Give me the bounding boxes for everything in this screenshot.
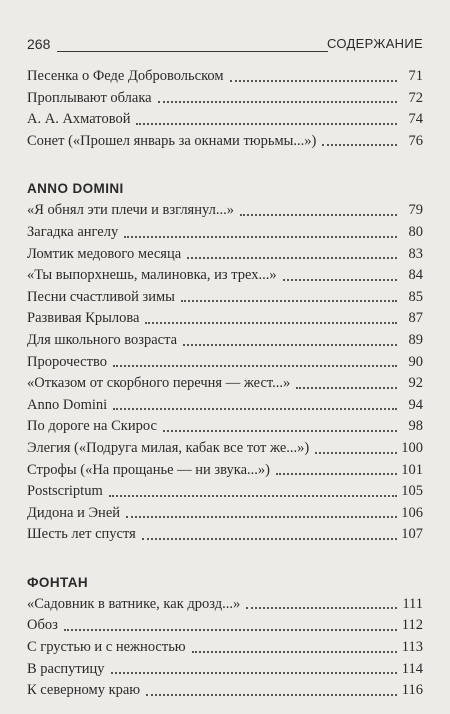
dot-leader [192,651,397,653]
entry-page-number: 111 [402,595,423,612]
toc-entry [27,460,423,482]
entry-title: Строфы («На прощанье — ни звука...») [27,461,270,478]
running-title: СОДЕРЖАНИЕ [326,36,423,51]
entry-title: Песенка о Феде Добровольском [27,68,224,84]
dot-leader [126,516,397,518]
toc-entry [27,680,423,702]
toc-entry [27,330,423,352]
dot-leader [240,214,397,216]
dot-leader [230,80,397,82]
entry-page-number: 106 [401,504,423,521]
toc-entry [27,395,423,417]
entry-page-number: 80 [408,223,423,240]
entry-title: «Отказом от скорбного перечня — жест...» [27,375,291,392]
entry-page-number: 114 [401,660,423,677]
entry-title: Загадка ангелу [27,223,119,240]
dot-leader [296,387,397,389]
dot-leader [145,322,397,324]
entry-page-number: 107 [401,526,423,543]
header-rule [57,51,328,52]
dot-leader [246,607,397,609]
dot-leader [183,344,397,346]
entry-page-number: 87 [408,310,423,327]
entry-title: Шесть лет спустя [27,526,136,543]
entry-title: «Садовник в ватнике, как дрозд...» [27,595,241,612]
toc-entry [27,594,423,616]
toc-entry [27,308,423,330]
dot-leader [113,365,397,367]
dot-leader [181,300,397,302]
entry-title: Проплывают облака [27,89,152,106]
running-header [27,36,423,56]
toc-entry [27,481,423,503]
entry-title: Развивая Крылова [27,310,140,327]
entry-page-number: 72 [408,89,423,106]
entry-page-number: 105 [401,483,423,500]
dot-leader [163,430,397,432]
entry-page-number: 113 [401,639,423,656]
entry-page-number: 79 [408,202,423,219]
entry-title: Пророчество [27,353,107,370]
toc-entry [27,287,423,309]
toc-entry [27,352,423,374]
entry-title: Дидона и Эней [27,504,121,521]
toc-entry [27,244,423,266]
entry-page-number: 112 [401,617,423,634]
entry-title: По дороге на Скирос [27,418,157,435]
dot-leader [64,629,397,631]
toc-entry [27,131,423,153]
entry-page-number: 85 [408,288,423,305]
toc-entry [27,222,423,244]
dot-leader [142,538,397,540]
dot-leader [322,144,397,146]
entry-title: Ломтик медового месяца [27,245,182,262]
dot-leader [109,495,397,497]
toc-entry [27,438,423,460]
entry-title: Элегия («Подруга милая, кабак все тот же...») [27,439,310,456]
entry-page-number: 92 [408,375,423,392]
entry-title: Обоз [27,617,58,634]
entry-page-number: 90 [408,353,423,370]
entry-title: Сонет («Прошел январь за окнами тюрьмы...») [27,132,317,149]
entry-title: А. А. Ахматовой [27,111,131,128]
toc-entry [27,416,423,438]
entry-title: Для школьного возраста [27,331,178,348]
toc-entry [27,109,423,131]
dot-leader [113,408,397,410]
entry-page-number: 116 [401,682,423,699]
dot-leader [111,672,397,674]
toc-entry [27,503,423,525]
entry-title: Anno Domini [27,396,108,413]
entry-page-number: 98 [408,418,423,435]
entry-page-number: 94 [408,396,423,413]
entry-page-number: 89 [408,331,423,348]
entry-title: Postscriptum [27,483,103,500]
entry-page-number: 84 [408,267,423,284]
table-of-contents [27,66,423,702]
entry-title: Песни счастливой зимы [27,288,175,305]
dot-leader [315,452,397,454]
toc-entry [27,373,423,395]
entry-page-number: 100 [401,439,423,456]
section-gap [27,546,423,562]
toc-entry [27,615,423,637]
toc-entry [27,265,423,287]
page-number: 268 [27,36,51,52]
dot-leader [136,123,397,125]
entry-title: «Ты выпорхнешь, малиновка, из трех...» [27,267,277,284]
toc-entry [27,200,423,222]
toc-entry [27,659,423,681]
entry-page-number: 74 [408,111,423,128]
section-title: ANNO DOMINI [27,181,124,197]
entry-title: С грустью и с нежностью [27,639,186,656]
entry-title: К северному краю [27,682,141,699]
entry-page-number: 101 [401,461,423,478]
toc-entry [27,88,423,110]
toc-entry [27,66,423,88]
toc-entry [27,637,423,659]
entry-page-number: 83 [408,245,423,262]
dot-leader [283,279,397,281]
dot-leader [187,257,397,259]
dot-leader [276,473,397,475]
entry-page-number: 76 [408,132,423,149]
entry-title: В распутицу [27,660,105,677]
section-gap [27,152,423,168]
entry-title: «Я обнял эти плечи и взглянул...» [27,202,234,219]
section-title: ФОНТАН [27,574,89,590]
dot-leader [124,236,397,238]
entry-page-number: 71 [408,68,423,84]
dot-leader [158,101,397,103]
dot-leader [146,694,397,696]
toc-entry [27,524,423,546]
